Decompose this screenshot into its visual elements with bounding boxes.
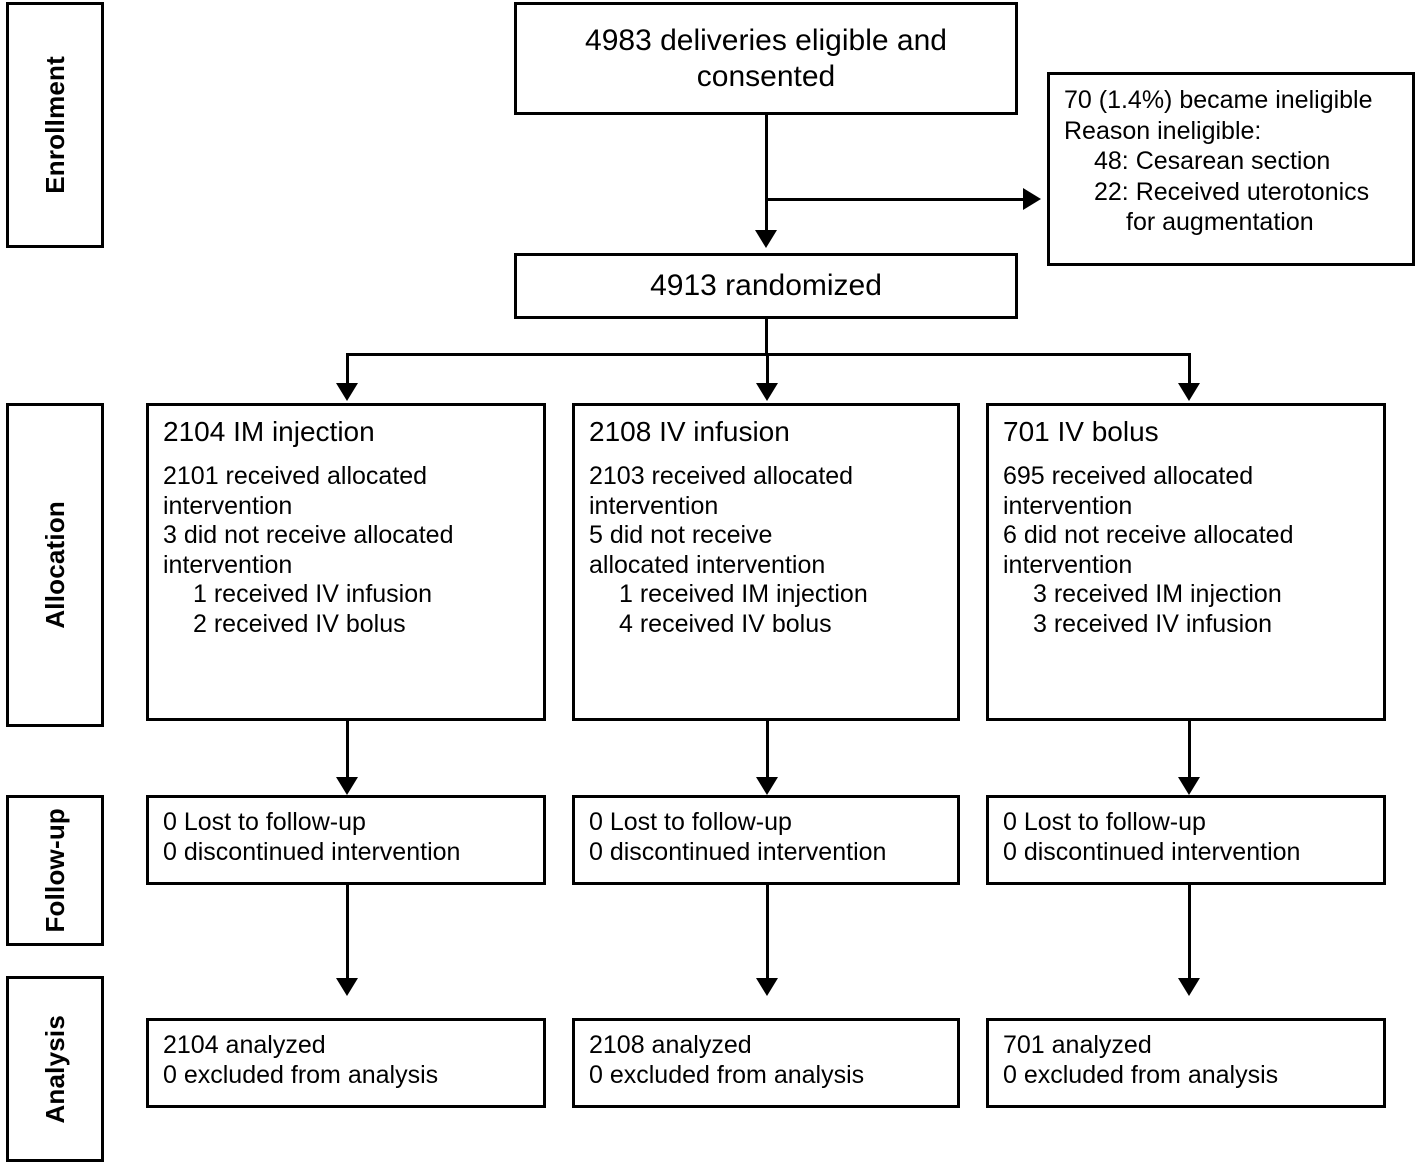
allocation-subline-1-iv-infusion: 1 received IM injection — [619, 580, 868, 609]
followup-line-2-iv-bolus: 0 discontinued intervention — [1003, 837, 1301, 866]
allocation-subline-1-iv-bolus: 3 received IM injection — [1033, 580, 1282, 609]
allocation-line-3-iv-infusion: 5 did not receive — [589, 521, 773, 550]
allocation-subline-2-iv-bolus: 3 received IV infusion — [1033, 609, 1273, 638]
analysis-line-1-iv-infusion: 2108 analyzed — [589, 1031, 752, 1059]
analysis-line-1-im-injection: 2104 analyzed — [163, 1031, 326, 1059]
randomized-text: 4913 randomized — [650, 269, 882, 302]
allocation-line-3-im-injection: 3 did not receive allocated — [163, 521, 454, 550]
arrowhead-arm3 — [1178, 383, 1200, 401]
randomized-box — [514, 253, 1018, 319]
stage-label-enrollment-text: Enrollment — [39, 56, 70, 194]
arrowhead-arm2 — [756, 383, 778, 401]
allocation-line-1-iv-bolus: 695 received allocated — [1003, 462, 1254, 491]
allocation-box-im-injection — [146, 403, 546, 721]
allocation-box-iv-infusion — [572, 403, 960, 721]
ineligible-reason-2: 22: Received uterotonics — [1094, 177, 1370, 206]
connector-split-arm2 — [766, 353, 769, 383]
stage-label-allocation — [6, 403, 104, 727]
analysis-box-im-injection — [146, 1018, 546, 1108]
allocation-line-1-iv-infusion: 2103 received allocated — [589, 462, 854, 491]
arrowhead-to-ineligible — [1023, 188, 1041, 210]
ineligible-reason-3: for augmentation — [1126, 208, 1314, 236]
connector-eligible-to-randomized — [765, 115, 768, 230]
arrowhead-followup-arm2 — [756, 777, 778, 795]
eligible-consented-box — [514, 2, 1018, 115]
followup-box-im-injection — [146, 795, 546, 885]
arrowhead-analysis-arm2 — [756, 978, 778, 996]
connector-followup-to-analysis-arm1 — [346, 885, 349, 978]
allocation-line-1-im-injection: 2101 received allocated — [163, 462, 428, 491]
arrowhead-followup-arm3 — [1178, 777, 1200, 795]
ineligible-reason-1: 48: Cesarean section — [1094, 147, 1331, 175]
connector-split-arm1 — [346, 353, 349, 383]
allocation-subline-1-im-injection: 1 received IV infusion — [193, 580, 433, 609]
allocation-line-4-im-injection: intervention — [163, 550, 293, 579]
arrowhead-to-randomized — [755, 230, 777, 248]
analysis-line-2-im-injection: 0 excluded from analysis — [163, 1060, 439, 1089]
connector-alloc-to-followup-arm1 — [346, 721, 349, 777]
connector-alloc-to-followup-arm2 — [766, 721, 769, 777]
allocation-line-3-iv-bolus: 6 did not receive allocated — [1003, 521, 1294, 550]
arrowhead-followup-arm1 — [336, 777, 358, 795]
arrowhead-analysis-arm1 — [336, 978, 358, 996]
followup-line-1-im-injection: 0 Lost to follow-up — [163, 808, 366, 836]
stage-label-analysis — [6, 976, 104, 1162]
stage-label-followup-text: Follow-up — [39, 808, 70, 933]
connector-alloc-to-followup-arm3 — [1188, 721, 1191, 777]
followup-box-iv-bolus — [986, 795, 1386, 885]
eligible-consented-text: 4983 deliveries eligible and consented — [585, 23, 947, 93]
stage-label-allocation-text: Allocation — [39, 501, 70, 629]
stage-label-followup — [6, 795, 104, 946]
allocation-line-4-iv-bolus: intervention — [1003, 550, 1133, 579]
analysis-box-iv-bolus — [986, 1018, 1386, 1108]
analysis-line-1-iv-bolus: 701 analyzed — [1003, 1031, 1152, 1059]
analysis-box-iv-infusion — [572, 1018, 960, 1108]
allocation-title-im-injection: 2104 IM injection — [163, 416, 375, 447]
followup-line-2-im-injection: 0 discontinued intervention — [163, 837, 461, 866]
allocation-subline-2-im-injection: 2 received IV bolus — [193, 609, 406, 638]
allocation-title-iv-bolus: 701 IV bolus — [1003, 416, 1159, 447]
allocation-line-2-iv-bolus: intervention — [1003, 491, 1133, 520]
analysis-line-2-iv-infusion: 0 excluded from analysis — [589, 1060, 865, 1089]
connector-followup-to-analysis-arm2 — [766, 885, 769, 978]
allocation-line-2-im-injection: intervention — [163, 491, 293, 520]
allocation-line-2-iv-infusion: intervention — [589, 491, 719, 520]
allocation-line-4-iv-infusion: allocated intervention — [589, 550, 826, 579]
ineligible-heading: 70 (1.4%) became ineligible — [1064, 86, 1373, 114]
connector-split-arm3 — [1188, 353, 1191, 383]
stage-label-enrollment — [6, 2, 104, 248]
ineligible-box — [1047, 72, 1415, 266]
connector-randomized-stem — [765, 319, 768, 353]
allocation-title-iv-infusion: 2108 IV infusion — [589, 416, 790, 447]
followup-box-iv-infusion — [572, 795, 960, 885]
stage-label-analysis-text: Analysis — [39, 1014, 70, 1124]
followup-line-1-iv-bolus: 0 Lost to follow-up — [1003, 808, 1206, 836]
followup-line-1-iv-infusion: 0 Lost to follow-up — [589, 808, 792, 836]
allocation-box-iv-bolus — [986, 403, 1386, 721]
arrowhead-arm1 — [336, 383, 358, 401]
ineligible-reason-label: Reason ineligible: — [1064, 116, 1262, 145]
analysis-line-2-iv-bolus: 0 excluded from analysis — [1003, 1060, 1279, 1089]
allocation-subline-2-iv-infusion: 4 received IV bolus — [619, 609, 832, 638]
connector-to-ineligible — [765, 198, 1023, 201]
connector-followup-to-analysis-arm3 — [1188, 885, 1191, 978]
arrowhead-analysis-arm3 — [1178, 978, 1200, 996]
followup-line-2-iv-infusion: 0 discontinued intervention — [589, 837, 887, 866]
